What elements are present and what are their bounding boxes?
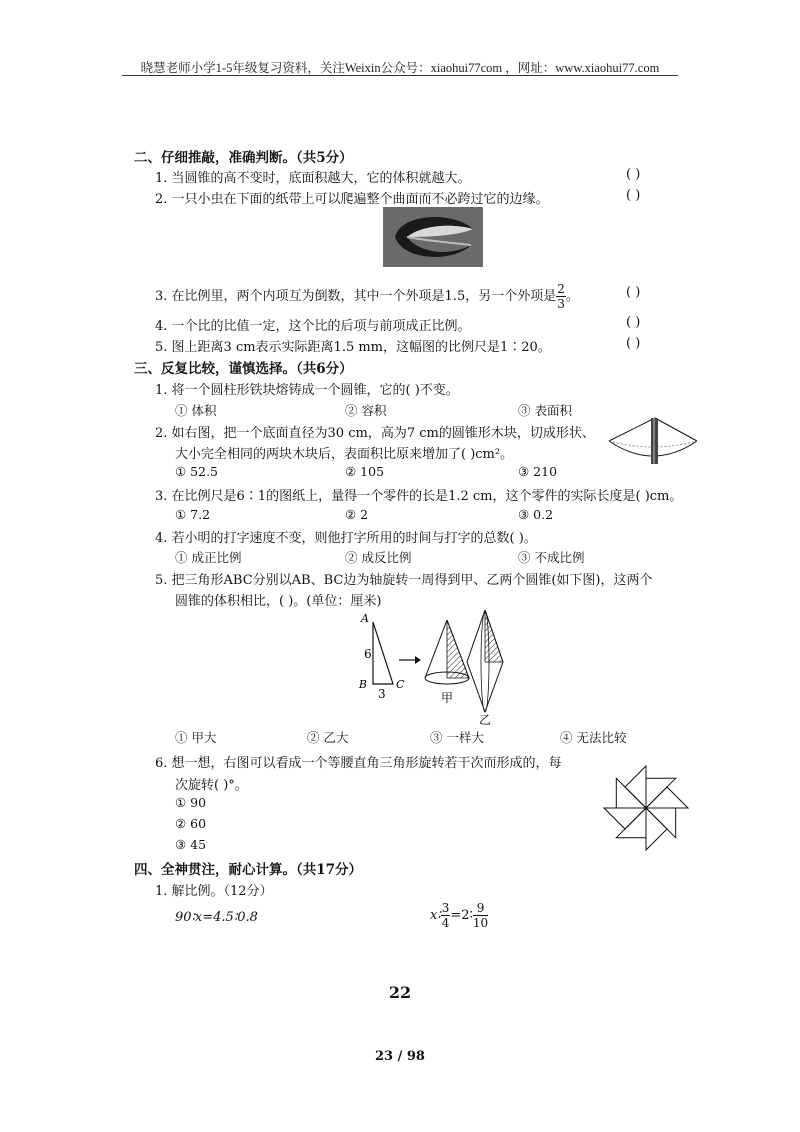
- s2-q5: 5. 图上距离3 cm表示实际距离1.5 mm，这幅图的比例尺是1∶20。: [155, 340, 551, 355]
- frac-numerator: 3: [441, 901, 450, 915]
- s4-eq2: [430, 902, 488, 929]
- s3-q3-opt1: ① 7.2: [175, 507, 211, 522]
- mobius-strip-drawing: [383, 207, 483, 267]
- s3-q5-line2: 圆锥的体积相比，( )。(单位：厘米): [175, 594, 382, 609]
- s2-q3-end: 。: [565, 289, 579, 304]
- s2-q2: 2. 一只小虫在下面的纸带上可以爬遍整个曲面而不必跨过它的边缘。: [155, 192, 549, 207]
- pinwheel-triangle: [625, 766, 646, 808]
- label-b: B: [358, 678, 367, 691]
- frac-numerator: 9: [473, 902, 488, 916]
- s2-q3-bracket: ( ): [626, 285, 641, 300]
- section-3-title: 三、反复比较，谨慎选择。（共6分）: [134, 361, 353, 377]
- s2-q2-bracket: ( ): [626, 188, 641, 203]
- cone-jia: [425, 620, 469, 705]
- triangle-rotation-figure: [355, 608, 535, 726]
- header-rule: [122, 75, 678, 76]
- s2-q4: 4. 一个比的比值一定，这个比的后项与前项成正比例。: [155, 319, 471, 334]
- section-2-title: 二、仔细推敲，准确判断。（共5分）: [134, 150, 353, 166]
- triangle-abc: [358, 612, 405, 701]
- frac-denominator: 3: [557, 297, 565, 311]
- s3-q4-opt3: ③ 不成比例: [518, 550, 585, 565]
- s3-q2-line2: 大小完全相同的两块木块后，表面积比原来增加了( )cm²。: [175, 447, 514, 462]
- pinwheel-triangle: [604, 808, 646, 829]
- label-a: A: [361, 612, 369, 625]
- label-jia: 甲: [440, 691, 454, 705]
- s2-q3-text: 3. 在比例里，两个内项互为倒数，其中一个外项是1.5，另一个外项是: [155, 289, 557, 304]
- cone-yi: [467, 610, 503, 726]
- pinwheel-triangle: [646, 808, 667, 850]
- section-4-title: 四、全神贯注，耐心计算。（共17分）: [134, 862, 363, 878]
- pinwheel-triangle: [631, 763, 676, 808]
- s3-q1-opt3: ③ 表面积: [518, 403, 572, 418]
- s2-q5-bracket: ( ): [626, 336, 641, 351]
- s2-q1: 1. 当圆锥的高不变时，底面积越大，它的体积就越大。: [155, 171, 471, 186]
- s3-q5-opt3: ③ 一样大: [430, 730, 484, 745]
- s3-q5-opt4: ④ 无法比较: [560, 730, 627, 745]
- pinwheel-triangle: [601, 778, 646, 823]
- cone-cut-figure: [605, 413, 700, 468]
- s3-q2-opt2: ② 105: [345, 464, 385, 479]
- s3-q6-opt2: ② 60: [175, 816, 207, 831]
- pinwheel-triangle: [616, 808, 661, 853]
- frac-numerator: 2: [557, 282, 565, 296]
- label-six: 6: [364, 647, 372, 661]
- frac-denominator: 4: [441, 916, 450, 930]
- s3-q1-opt1: ① 体积: [175, 403, 217, 418]
- fraction-two-thirds: [556, 283, 566, 310]
- s3-q3-opt2: ② 2: [345, 507, 369, 522]
- s3-q3-opt3: ③ 0.2: [518, 507, 554, 522]
- s3-q5-opt2: ② 乙大: [307, 730, 349, 745]
- frac-denominator: 10: [472, 916, 489, 930]
- label-c: C: [396, 678, 405, 691]
- s3-q4: 4. 若小明的打字速度不变，则他打字所用的时间与打字的总数( )。: [155, 531, 537, 546]
- label-three: 3: [378, 687, 386, 701]
- s3-q4-opt1: ① 成正比例: [175, 550, 242, 565]
- mobius-strip-photo: [383, 207, 483, 267]
- s3-q2-line1: 2. 如右图，把一个底面直径为30 cm，高为7 cm的圆锥形木块，切成形状、: [155, 426, 595, 441]
- page-header: 晓慧老师小学1-5年级复习资料，关注Weixin公众号：xiaohui77com ，网址：www.xiaohui77.com: [140, 61, 660, 75]
- fraction-three-fourths: [441, 902, 451, 929]
- s3-q4-opt2: ② 成反比例: [345, 550, 412, 565]
- pinwheel-figure: [600, 762, 692, 854]
- s3-q6-opt1: ① 90: [175, 795, 207, 810]
- s3-q6-opt3: ③ 45: [175, 837, 207, 852]
- s3-q6-line2: 次旋转( )°。: [175, 778, 248, 793]
- s3-q2-opt3: ③ 210: [518, 464, 558, 479]
- s4-eq1: 90∶x=4.5∶0.8: [175, 910, 258, 925]
- s2-q4-bracket: ( ): [626, 315, 641, 330]
- s4-q1: 1. 解比例。（12分）: [155, 884, 273, 899]
- s2-q3: [155, 283, 579, 310]
- page-number: 22: [388, 983, 412, 1002]
- label-yi: 乙: [478, 713, 492, 726]
- s3-q5-opt1: ① 甲大: [175, 730, 217, 745]
- page-count: 23 / 98: [375, 1049, 425, 1064]
- pinwheel-triangle: [646, 787, 688, 808]
- s3-q5-line1: 5. 把三角形ABC分别以AB、BC边为轴旋转一周得到甲、乙两个圆锥(如下图)，这两个: [155, 573, 653, 588]
- s3-q3: 3. 在比例尺是6∶1的图纸上，量得一个零件的长是1.2 cm，这个零件的实际长度是( )cm。: [155, 489, 683, 504]
- eq2-middle: =2∶: [450, 908, 473, 923]
- s3-q1-opt2: ② 容积: [345, 403, 387, 418]
- fraction-nine-tenths: [473, 902, 488, 929]
- pinwheel-triangle: [646, 793, 691, 838]
- s3-q2-opt1: ① 52.5: [175, 464, 219, 479]
- eq2-start: x∶: [430, 908, 441, 923]
- s2-q1-bracket: ( ): [626, 167, 641, 182]
- s3-q1: 1. 将一个圆柱形铁块熔铸成一个圆锥，它的( )不变。: [155, 383, 459, 398]
- arrow-icon: [399, 656, 421, 664]
- s3-q6-line1: 6. 想一想，右图可以看成一个等腰直角三角形旋转若干次而形成的，每: [155, 756, 562, 771]
